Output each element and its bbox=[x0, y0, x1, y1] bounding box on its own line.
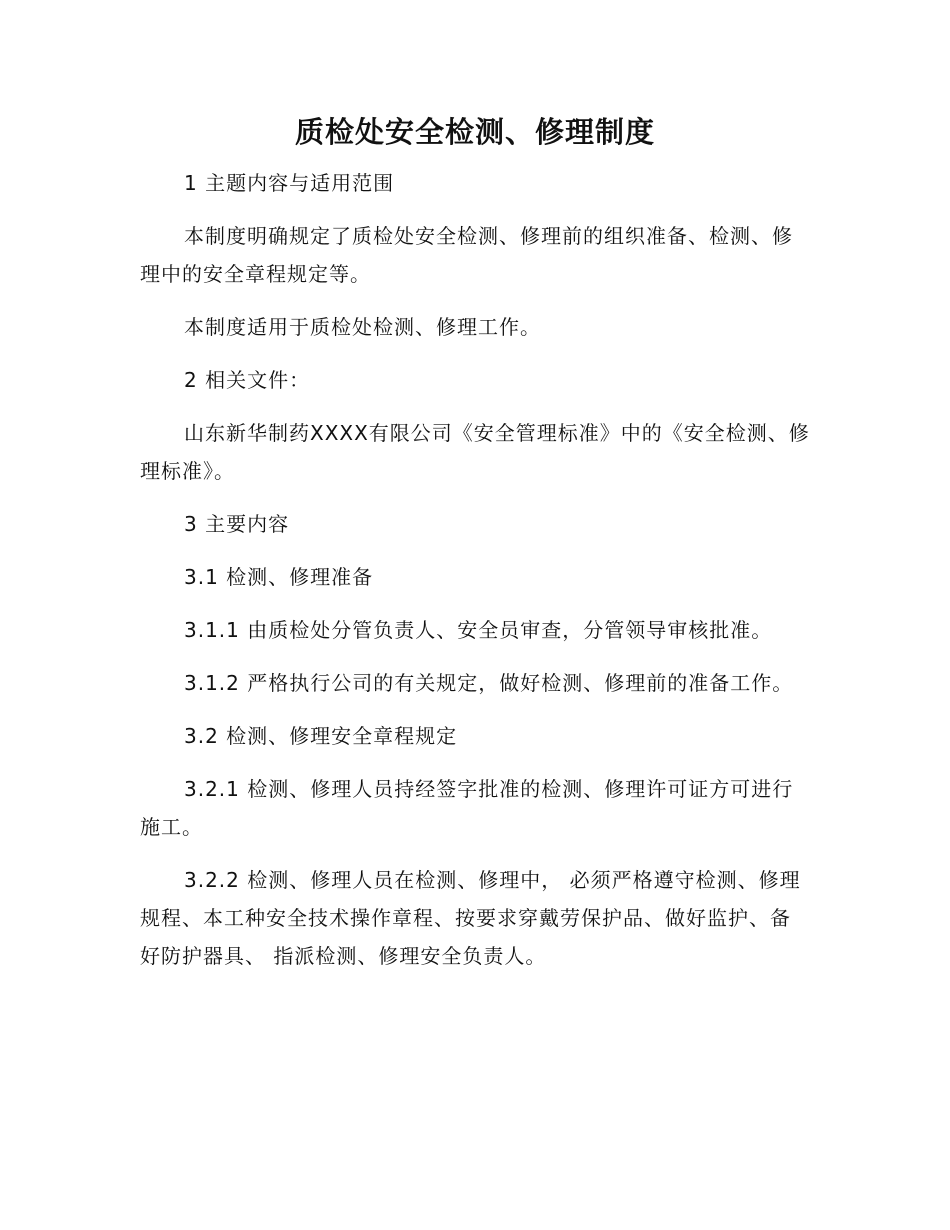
document-title: 质检处安全检测、修理制度 bbox=[294, 115, 655, 149]
paragraph: 本制度明确规定了质检处安全检测、修理前的组织准备、检测、修理中的安全章程规定等。 bbox=[140, 224, 793, 286]
paragraph: 本制度适用于质检处检测、修理工作。 bbox=[184, 315, 541, 339]
section-heading-1: 1 主题内容与适用范围 bbox=[184, 171, 395, 195]
paragraph: 山东新华制药XXXX有限公司《安全管理标准》中的《安全检测、修理标准》。 bbox=[140, 421, 810, 483]
section-heading-3: 3 主要内容 bbox=[184, 512, 290, 536]
clause-3-1-2: 3.1.2 严格执行公司的有关规定，做好检测、修理前的准备工作。 bbox=[184, 671, 794, 695]
clause-3-1-1: 3.1.1 由质检处分管负责人、安全员审查，分管领导审核批准。 bbox=[184, 618, 773, 642]
subsection-heading-3-1: 3.1 检测、修理准备 bbox=[184, 565, 374, 589]
clause-3-2-1: 3.2.1 检测、修理人员持经签字批准的检测、修理许可证方可进行施工。 bbox=[140, 777, 794, 839]
subsection-heading-3-2: 3.2 检测、修理安全章程规定 bbox=[184, 724, 458, 748]
clause-3-2-2: 3.2.2 检测、修理人员在检测、修理中， 必须严格遵守检测、修理规程、本工种安全技术操作章程、按要求穿戴劳保护品、做好监护、备好防护器具、 指派检测、修理安全负责人。 bbox=[140, 868, 801, 968]
document-body bbox=[140, 164, 810, 990]
section-heading-2: 2 相关文件： bbox=[184, 368, 311, 392]
